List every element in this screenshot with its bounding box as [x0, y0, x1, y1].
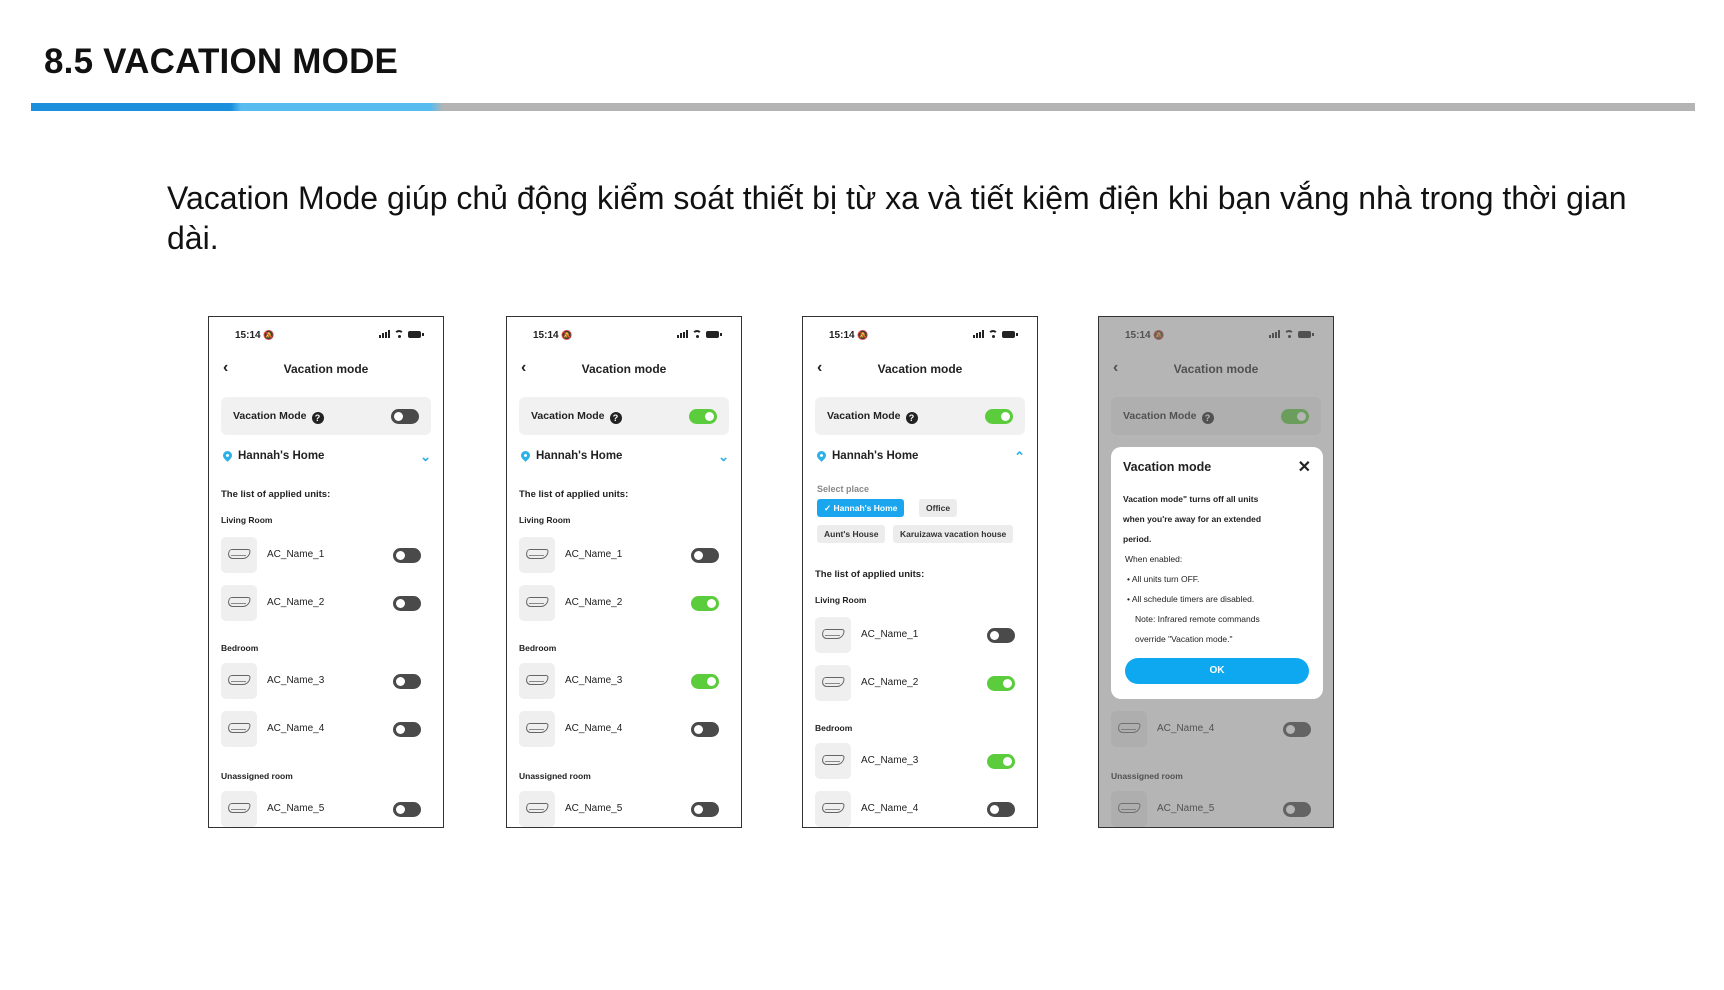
- signal-icon: [973, 330, 984, 338]
- home-name: Hannah's Home: [832, 450, 919, 462]
- home-name: Hannah's Home: [536, 450, 623, 462]
- unit-row: [221, 711, 421, 747]
- unit-row: [815, 665, 1015, 701]
- location-pin-icon: [221, 449, 234, 462]
- place-chip-office[interactable]: Office: [919, 499, 957, 517]
- wifi-icon: [988, 330, 998, 338]
- unit-name: AC_Name_3: [267, 675, 325, 686]
- air-conditioner-icon: [815, 791, 851, 827]
- status-bar: [803, 317, 1037, 347]
- wifi-icon: [692, 330, 702, 338]
- vacation-mode-toggle[interactable]: [391, 409, 419, 424]
- back-icon[interactable]: ‹: [521, 359, 527, 376]
- room-bedroom-label: Bedroom: [815, 723, 853, 733]
- vacation-mode-toggle[interactable]: [985, 409, 1013, 424]
- dialog-title: Vacation mode: [1123, 460, 1212, 474]
- help-icon[interactable]: ?: [610, 412, 622, 424]
- unit-toggle[interactable]: [393, 548, 421, 563]
- unit-name: AC_Name_1: [267, 549, 325, 560]
- air-conditioner-icon: [519, 791, 555, 827]
- help-icon[interactable]: ?: [312, 412, 324, 424]
- unit-row: [815, 791, 1015, 827]
- status-bar: [209, 317, 443, 347]
- vacation-mode-row: [221, 397, 431, 435]
- room-bedroom-label: Bedroom: [221, 643, 259, 653]
- air-conditioner-icon: [519, 711, 555, 747]
- unit-row: [221, 791, 421, 827]
- air-conditioner-icon: [221, 663, 257, 699]
- dialog-bullet: • All schedule timers are disabled.: [1127, 594, 1255, 604]
- nav-bar: [803, 359, 1037, 379]
- help-icon[interactable]: ?: [906, 412, 918, 424]
- status-bar: [507, 317, 741, 347]
- slide-title: 8.5 VACATION MODE: [44, 42, 399, 81]
- intro-text: Vacation Mode giúp chủ động kiểm soát thiết bị từ xa và tiết kiệm điện khi bạn vắng nhà trong thời gian dài.: [167, 180, 1627, 256]
- unit-name: AC_Name_2: [861, 677, 919, 688]
- chevron-down-icon[interactable]: ⌄: [420, 449, 431, 464]
- air-conditioner-icon: [221, 585, 257, 621]
- vacation-mode-label: Vacation Mode ?: [531, 410, 622, 424]
- nav-bar: [507, 359, 741, 379]
- unit-toggle[interactable]: [691, 722, 719, 737]
- unit-toggle[interactable]: [691, 674, 719, 689]
- dialog-text-line: period.: [1123, 534, 1152, 544]
- vacation-mode-row: [815, 397, 1025, 435]
- air-conditioner-icon: [815, 617, 851, 653]
- vacation-mode-label: Vacation Mode ?: [827, 410, 918, 424]
- applied-units-heading: The list of applied units:: [815, 569, 925, 580]
- unit-toggle[interactable]: [691, 802, 719, 817]
- unit-row: [519, 663, 719, 699]
- dialog-text-line: Vacation mode" turns off all units: [1123, 494, 1259, 504]
- phone-screen-4: [1098, 316, 1334, 828]
- dialog-note: Note: Infrared remote commands: [1135, 614, 1260, 624]
- signal-icon: [379, 330, 390, 338]
- unit-toggle[interactable]: [987, 802, 1015, 817]
- unit-name: AC_Name_1: [565, 549, 623, 560]
- unit-toggle[interactable]: [987, 754, 1015, 769]
- unit-toggle[interactable]: [987, 676, 1015, 691]
- air-conditioner-icon: [815, 743, 851, 779]
- status-time: 15:14 🔕: [533, 330, 573, 341]
- air-conditioner-icon: [221, 791, 257, 827]
- back-icon[interactable]: ‹: [223, 359, 229, 376]
- unit-row: [519, 711, 719, 747]
- unit-toggle[interactable]: [691, 596, 719, 611]
- air-conditioner-icon: [519, 663, 555, 699]
- unit-row: [815, 617, 1015, 653]
- unit-name: AC_Name_4: [565, 723, 623, 734]
- status-time: 15:14 🔕: [235, 330, 275, 341]
- air-conditioner-icon: [221, 711, 257, 747]
- air-conditioner-icon: [519, 537, 555, 573]
- room-bedroom-label: Bedroom: [519, 643, 557, 653]
- unit-toggle[interactable]: [691, 548, 719, 563]
- unit-toggle[interactable]: [393, 802, 421, 817]
- chevron-up-icon[interactable]: ⌃: [1014, 449, 1025, 464]
- close-icon[interactable]: ✕: [1297, 459, 1311, 476]
- dialog-text-line: when you're away for an extended: [1123, 514, 1262, 524]
- chevron-down-icon[interactable]: ⌄: [718, 449, 729, 464]
- room-unassigned-label: Unassigned room: [221, 771, 293, 781]
- applied-units-heading: The list of applied units:: [519, 489, 629, 500]
- unit-name: AC_Name_2: [565, 597, 623, 608]
- unit-name: AC_Name_2: [267, 597, 325, 608]
- air-conditioner-icon: [221, 537, 257, 573]
- unit-row: [221, 585, 421, 621]
- place-chip-aunts-house[interactable]: Aunt's House: [817, 525, 885, 543]
- battery-icon: [706, 331, 719, 338]
- location-pin-icon: [519, 449, 532, 462]
- vacation-mode-row: [519, 397, 729, 435]
- unit-row: [221, 537, 421, 573]
- room-living-label: Living Room: [519, 515, 571, 525]
- back-icon[interactable]: ‹: [817, 359, 823, 376]
- air-conditioner-icon: [519, 585, 555, 621]
- signal-icon: [677, 330, 688, 338]
- title-divider: [31, 103, 1695, 111]
- home-name: Hannah's Home: [238, 450, 325, 462]
- ok-button[interactable]: OK: [1125, 658, 1309, 684]
- home-selector[interactable]: [521, 450, 729, 466]
- unit-toggle[interactable]: [987, 628, 1015, 643]
- dialog-bullet: • All units turn OFF.: [1127, 574, 1200, 584]
- unit-name: AC_Name_4: [267, 723, 325, 734]
- air-conditioner-icon: [815, 665, 851, 701]
- phone-screen-2: [506, 316, 742, 828]
- nav-title: Vacation mode: [283, 362, 369, 376]
- battery-icon: [408, 331, 421, 338]
- dialog-note: override "Vacation mode.": [1135, 634, 1233, 644]
- phone-screen-1: [208, 316, 444, 828]
- unit-row: [519, 537, 719, 573]
- applied-units-heading: The list of applied units:: [221, 489, 331, 500]
- select-place-label: Select place: [817, 484, 870, 494]
- unit-name: AC_Name_3: [565, 675, 623, 686]
- home-selector[interactable]: [817, 450, 1025, 466]
- unit-name: AC_Name_5: [565, 803, 623, 814]
- wifi-icon: [394, 330, 404, 338]
- place-chip-hannahs-home[interactable]: ✓ Hannah's Home: [817, 499, 904, 517]
- unit-toggle[interactable]: [393, 722, 421, 737]
- unit-row: [519, 585, 719, 621]
- room-unassigned-label: Unassigned room: [519, 771, 591, 781]
- unit-row: [815, 743, 1015, 779]
- home-selector[interactable]: [223, 450, 431, 466]
- nav-bar: [209, 359, 443, 379]
- unit-row: [221, 663, 421, 699]
- room-living-label: Living Room: [221, 515, 273, 525]
- phone-screen-3: [802, 316, 1038, 828]
- battery-icon: [1002, 331, 1015, 338]
- vacation-mode-label: Vacation Mode ?: [233, 410, 324, 424]
- place-chip-karuizawa[interactable]: Karuizawa vacation house: [893, 525, 1013, 543]
- nav-title: Vacation mode: [877, 362, 963, 376]
- vacation-mode-dialog: [1111, 447, 1323, 699]
- unit-name: AC_Name_1: [861, 629, 919, 640]
- vacation-mode-toggle[interactable]: [689, 409, 717, 424]
- dialog-body: [1123, 489, 1313, 649]
- unit-name: AC_Name_4: [861, 803, 919, 814]
- location-pin-icon: [815, 449, 828, 462]
- status-time: 15:14 🔕: [829, 330, 869, 341]
- room-living-label: Living Room: [815, 595, 867, 605]
- unit-toggle[interactable]: [393, 596, 421, 611]
- nav-title: Vacation mode: [581, 362, 667, 376]
- unit-row: [519, 791, 719, 827]
- dialog-when-enabled: When enabled:: [1125, 554, 1183, 564]
- unit-name: AC_Name_5: [267, 803, 325, 814]
- unit-toggle[interactable]: [393, 674, 421, 689]
- unit-name: AC_Name_3: [861, 755, 919, 766]
